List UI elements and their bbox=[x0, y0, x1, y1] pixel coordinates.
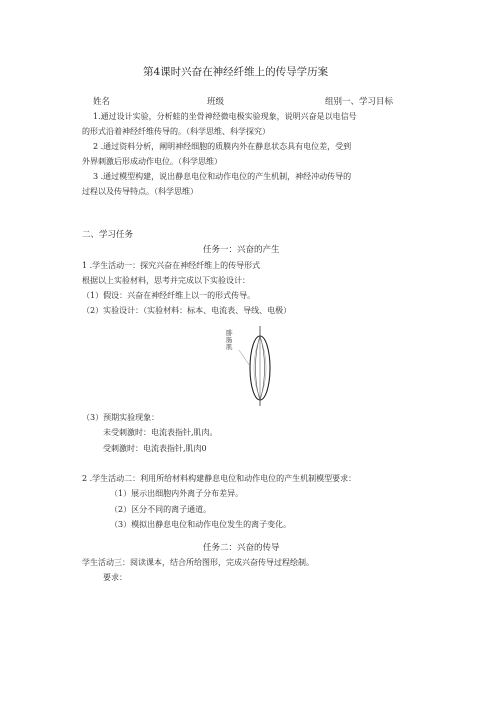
goal-2-line-2: 外界刺激后形成动作电位。（科学思维） bbox=[82, 157, 222, 166]
activity-1-intro: 根据以上实验材料，思考并完成以下实验设计： bbox=[82, 276, 250, 285]
requirements-label: 要求： bbox=[103, 573, 127, 582]
group-and-goals-heading: 组别一、学习目标 bbox=[325, 97, 394, 107]
muscle-nerve-specimen-figure bbox=[226, 326, 274, 406]
task-2-heading: 任务二：兴奋的传导 bbox=[203, 543, 280, 553]
expected-phenomenon-item: （3）预期实验现象： bbox=[82, 413, 160, 422]
page-title: 第4课时兴奋在神经纤维上的传导学历案 bbox=[143, 66, 329, 78]
activity-2-heading: 2 .学生活动二：利用所给材料构建静息电位和动作电位的产生机制模型要求： bbox=[82, 474, 357, 483]
section-heading-tasks: 二、学习任务 bbox=[82, 230, 134, 240]
goal-3-line-2: 过程以及传导特点。（科学思维） bbox=[82, 187, 198, 196]
stimulated-line: 受刺激时：电流表指针,肌肉0 bbox=[103, 444, 207, 453]
goal-3-line-1: 3 .通过模型构建，说出静息电位和动作电位的产生机制，神经冲动传导的 bbox=[93, 172, 352, 181]
activity-1-heading: 1 .学生活动一：探究兴奋在神经纤维上的传导形式 bbox=[82, 261, 261, 270]
goal-1-line-2: 的形式沿着神经纤维传导的。（科学思维、科学探究） bbox=[82, 127, 270, 136]
requirement-3: （3）模拟出静息电位和动作电位发生的离子变化。 bbox=[110, 520, 292, 529]
requirement-1: （1）展示出细胞内外离子分布差异。 bbox=[110, 489, 244, 498]
name-label: 姓名 bbox=[93, 97, 111, 107]
figure-label-gastrocnemius: 腓肠肌 bbox=[226, 329, 233, 351]
unstimulated-line: 未受刺激时：电流表指针,肌肉。 bbox=[103, 428, 218, 437]
requirement-2: （2）区分不同的离子通道。 bbox=[110, 505, 212, 514]
class-label: 班级 bbox=[207, 97, 225, 107]
activity-3-heading: 学生活动三：阅读课本，结合所给图形，完成兴奋传导过程绘制。 bbox=[82, 558, 314, 567]
goal-1-line-1: 1.通过设计实验，分析蛙的坐骨神经微电极实验现象，说明兴奋是以电信号 bbox=[93, 112, 357, 121]
design-item: （2）实验设计：（实验材料：标本、电流表、导线、电极） bbox=[82, 306, 292, 315]
goal-2-line-1: 2 .通过资料分析，阐明神经细胞的质膜内外在静息状态具有电位差，受到 bbox=[93, 142, 352, 151]
task-1-heading: 任务一：兴奋的产生 bbox=[203, 245, 280, 255]
hypothesis-item: （1）假设：兴奋在神经纤维上以一的形式传导。 bbox=[82, 291, 256, 300]
